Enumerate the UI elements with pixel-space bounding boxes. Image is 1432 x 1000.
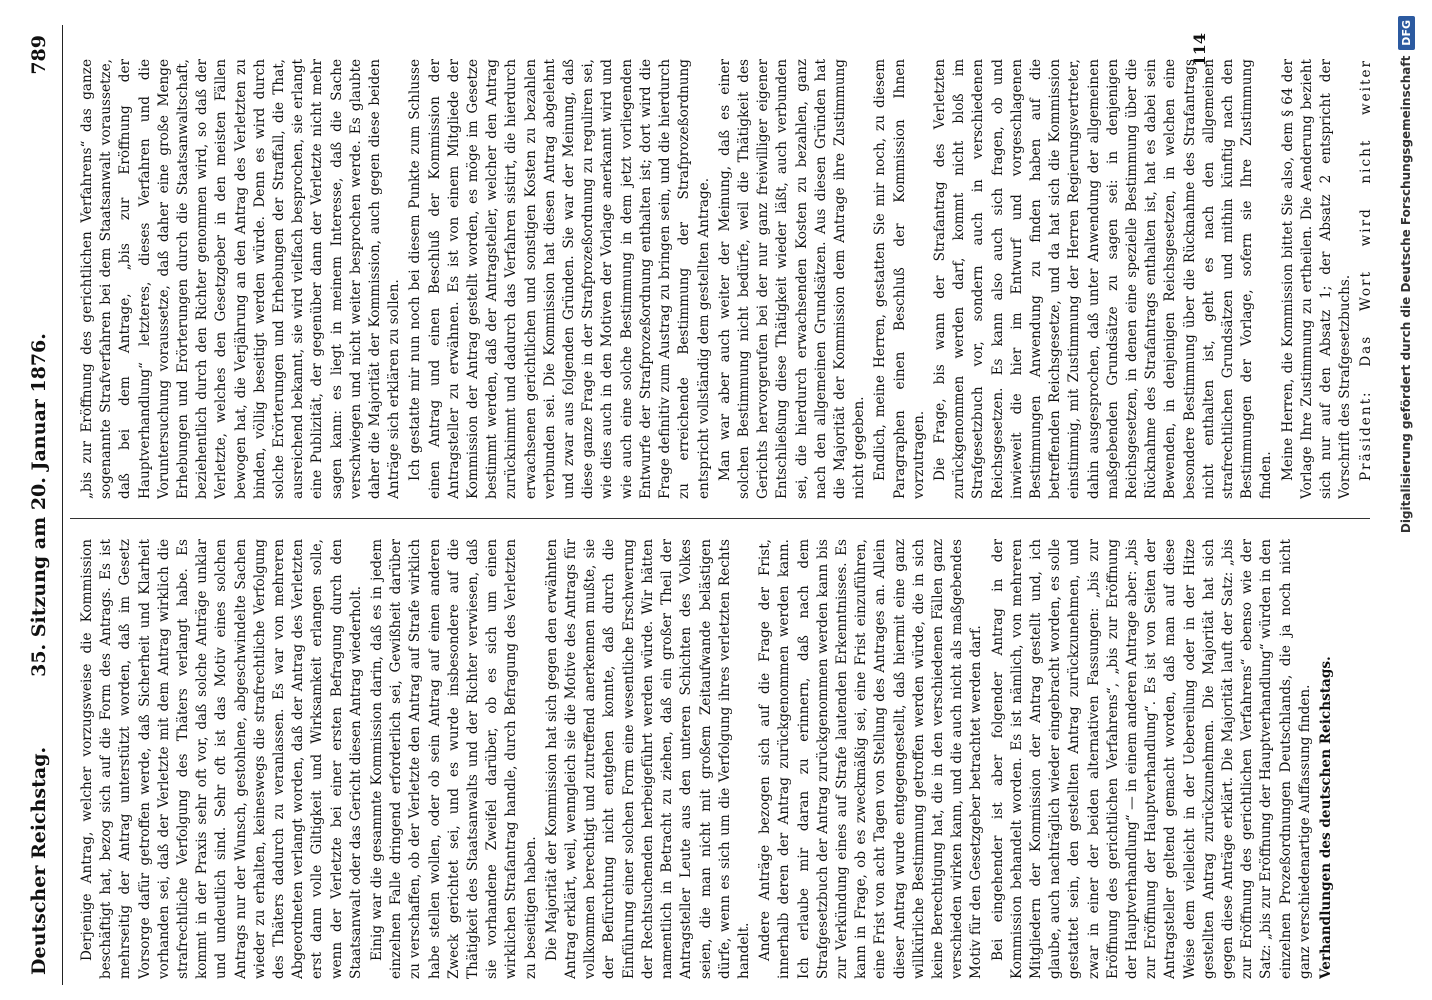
left-column [78,539,1378,979]
page-number: 789 [28,35,50,75]
header-rule [62,25,63,985]
paragraph: Endlich, meine Herren, gestatten Sie mir noch, zu diesem Paragraphen einen Beschluß der Kommission Ihnen vorzutragen. [872,59,927,499]
sheet-signature: 114 [1190,33,1209,67]
column-divider [70,518,1370,519]
credit-text: Digitalisierung gefördert durch die Deutsche Forschungsgemeinschaft [1399,55,1413,534]
president-statement: Präsident: Das Wort wird nicht weiter [1358,59,1375,481]
paragraph: Die Majorität der Kommission hat sich gegen den erwähnten Antrag erklärt, weil, wenngleich sie die Motive des Antrags für vollkommen berechtigt und zutreffend anerkennen mußte, sie der Befürchtung nicht entgehen konnte, daß durch die Einführung einer solchen Form eine wesentliche Erschwerung der Rechtsuchenden herbeigeführt werden würde. Wir hätten namentlich in Betracht zu ziehen, daß ein großer Theil der Antragsteller Leute aus den unteren Schichten des Volkes seien, die man nicht mit großem Zeitaufwande belästigen dürfe, wenn es sich um die Verfolgung ihres verletzten Rechts handelt. [543,539,752,979]
dfg-logo[interactable]: DFG [1398,16,1415,50]
running-title: Deutscher Reichstag. [28,746,50,975]
credit-text-wrapper [1386,10,1426,990]
paragraph: Meine Herren, die Kommission bittet Sie also, dem § 64 der Vorlage Ihre Zustimmung zu ertheilen. Die Aenderung bezieht sich nur auf den Absatz 1; der Absatz 2 entspricht der Vorschrift des Strafgesetzbuchs. [1279,59,1354,499]
session-title: 35. Sitzung am 20. Januar 1876. [28,333,50,677]
paragraph: Andere Anträge bezogen sich auf die Frage der Frist, innerhalb deren der Antrag zurückgenommen werden kann. Ich erlaube mir daran zu erinnern, daß nach dem Strafgesetzbuch der Antrag zurückgenommen werden kann bis zur Verkündung eines auf Strafe lautenden Erkenntnisses. Es kann in Frage, ob es zweckmäßig sei, eine Frist einzuführen, eine Frist von acht Tagen von Stellung des Antrages an. Allein dieser Antrag wurde entgegengestellt, daß hiermit eine ganz willkürliche Bestimmung getroffen werden würde, die in sich keine Berechtigung hat, die in den verschiedenen Fällen ganz verschieden wirken kann, und die auch nicht als maßgebendes Motiv für den Gesetzgeber betrachtet werden darf. [757,539,985,979]
footer-signature: Verhandlungen des deutschen Reichstags. [1318,656,1334,979]
page-header [20,25,60,985]
paragraph: Einig war die gesammte Kommission darin, daß es in jedem einzelnen Falle dringend erforderlich sei, Gewißheit darüber zu verschaffen, ob der Verletzte den Antrag auf Strafe wirklich habe stellen wollen, oder ob sein Antrag auf einen anderen Zweck gerichtet sei, und es wurde insbesondere auf die Thätigkeit des Staatsanwalts und der Richter verwiesen, daß sie vorhandene Zweifel darüber, ob es sich um einen wirklichen Strafantrag handle, durch Befragung des Verletzten zu beseitigen haben. [369,539,539,979]
paragraph: „bis zur Eröffnung des gerichtlichen Verfahrens“ das ganze sogenannte Strafverfahren bei dem Staatsanwalt voraussetze, daß bei dem Antrage, „bis zur Eröffnung der Hauptverhandlung“ letzteres, dieses Verfahren und die Voruntersuchung voraussetze, daß daher eine große Menge Erhebungen und Erörterungen durch die Staatsanwaltschaft, beziehentlich durch den Richter genommen wird, so daß der Verletzte, welches den Gesetzgeber in den meisten Fällen bewogen hat, die Verjährung an den Antrag des Verletzten zu binden, völlig beseitigt werden würde. Denn es wird durch solche Erörterungen und Erhebungen der Straffall, die That, ausreichend bekannt, sie wird vielfach besprochen, sie erlangt eine Publizität, der gegenüber dann der Verletzte nicht mehr sagen kann: es liegt in meinem Interesse, daß die Sache verschwiegen und nicht weiter besprochen werde. Es glaubte daher die Majorität der Kommission, auch gegen diese beiden Anträge sich erklären zu sollen. [79,59,403,499]
right-column [78,59,1378,499]
paragraph: Derjenige Antrag, welcher vorzugsweise die Kommission beschäftigt hat, bezog sich auf die Form des Antrags. Es ist mehrseitig der Antrag unterstützt worden, daß im Gesetz Vorsorge dafür getroffen werde, daß Sicherheit und Klarheit vorhanden sei, daß der Verletzte mit dem Antrag wirklich die strafrechtliche Verfolgung des Thäters verlangt habe. Es kommt in der Praxis sehr oft vor, daß solche Anträge unklar und undeutlich sind. Sehr oft ist das Motiv eines solchen Antrags nur der Wunsch, gestohlene, abgeschwindelte Sachen wieder zu erhalten, keineswegs die strafrechtliche Verfolgung des Thäters dadurch zu veranlassen. Es war von mehreren Abgeordneten verlangt worden, daß der Antrag des Verletzten erst dann volle Giltigkeit und Wirksamkeit erlangen solle, wenn der Verletzte bei einer ersten Befragung durch den Staatsanwalt oder das Gericht diesen Antrag wiederholt. [79,539,364,979]
digitization-credit [1386,10,1426,990]
paragraph: Bei eingehender ist aber folgender Antrag in der Kommission behandelt worden. Es ist nämlich, von mehreren Mitgliedern der Kommission der Antrag gestellt und, ich glaube, auch nachträglich wieder eingebracht worden, es solle gestattet sein, den gestellten Antrag zurückzunehmen, und zwar in einer der beiden alternativen Fassungen: „bis zur Eröffnung des gerichtlichen Verfahrens“, „bis zur Eröffnung der Hauptverhandlung“ — in einem anderen Antrage aber: „bis zur Eröffnung der Hauptverhandlung“. Es ist von Seiten der Antragsteller geltend gemacht worden, daß man auf diese Weise dem vielleicht in der Uebereilung oder in der Hitze gestellten Antrag zurückzunehmen. Die Majorität hat sich gegen diese Anträge erklärt. Die Majorität lauft der Satz: „bis zur Eröffnung des gerichtlichen Verfahrens“ ebenso wie der Satz: „bis zur Eröffnung der Hauptverhandlung“ würden in den einzelnen Prozeßordnungen Deutschlands, die ja noch nicht ganz verschiedenartige Auffassung finden. [989,539,1313,979]
scanned-page [20,25,1400,985]
paragraph: Ich gestatte mir nun noch bei diesem Punkte zum Schlusse einen Antrag und einen Beschluß der Kommission der Antragsteller zu erwähnen. Es ist von einem Mitgliede der Kommission der Antrag gestellt worden, es möge im Gesetze bestimmt werden, daß der Antragsteller, welcher den Antrag zurücknimmt und dadurch das Verfahren sistirt, die hierdurch erwachsenen gerichtlichen und sonstigen Kosten zu bezahlen verbunden sei. Die Kommission hat diesen Antrag abgelehnt und zwar aus folgenden Gründen. Sie war der Meinung, daß diese ganze Frage in der Strafprozeßordnung zu reguliren sei, wie dies auch in den Motiven der Vorlage anerkannt wird und wie auch eine solche Bestimmung in dem jetzt vorliegenden Entwurfe der Strafprozeßordnung enthalten ist; dort wird die Frage definitiv zum Austrag zu bringen sein, und die hierdurch zu erreichende Bestimmung der Strafprozeßordnung entspricht vollständig dem gestellten Antrage. [407,59,712,499]
paragraph: Die Frage, bis wann der Strafantrag des Verletzten zurückgenommen werden darf, kommt nicht bloß im Strafgesetzbuch vor, sondern auch in verschiedenen Reichsgesetzen. Es kann also auch sich fragen, ob und inwieweit die hier im Entwurf und vorgeschlagenen Bestimmungen Anwendung zu finden haben auf die betreffenden Reichsgesetze, und da hat sich die Kommission einstimmig, mit Zustimmung der Herren Regierungsvertreter, dahin ausgesprochen, daß unter Anwendung der allgemeinen maßgebenden Grundsätze zu sagen sei: in denjenigen Reichsgesetzen, in denen eine spezielle Bestimmung über die Rücknahme des Strafantrags enthalten ist, hat es dabei sein Bewenden, in denjenigen Reichsgesetzen, in welchen eine besondere Bestimmung über die Rücknahme des Strafantrags nicht enthalten ist, geht es nach den allgemeinen strafrechtlichen Grundsätzen und mithin künftig nach den Bestimmungen der Vorlage, sofern sie Ihre Zustimmung finden. [931,59,1275,499]
paragraph: Man war aber auch weiter der Meinung, daß es einer solchen Bestimmung nicht bedürfe, weil die Thätigkeit des Gerichts hervorgerufen bei der nur ganz freiwilliger eigener Entschließung diese Thätigkeit wieder läßt, auch verbunden sei, die hierdurch erwachsenden Kosten zu bezahlen, ganz nach den allgemeinen Grundsätzen. Aus diesen Gründen hat die Majorität der Kommission dem Antrage ihre Zustimmung nicht gegeben. [716,59,868,499]
